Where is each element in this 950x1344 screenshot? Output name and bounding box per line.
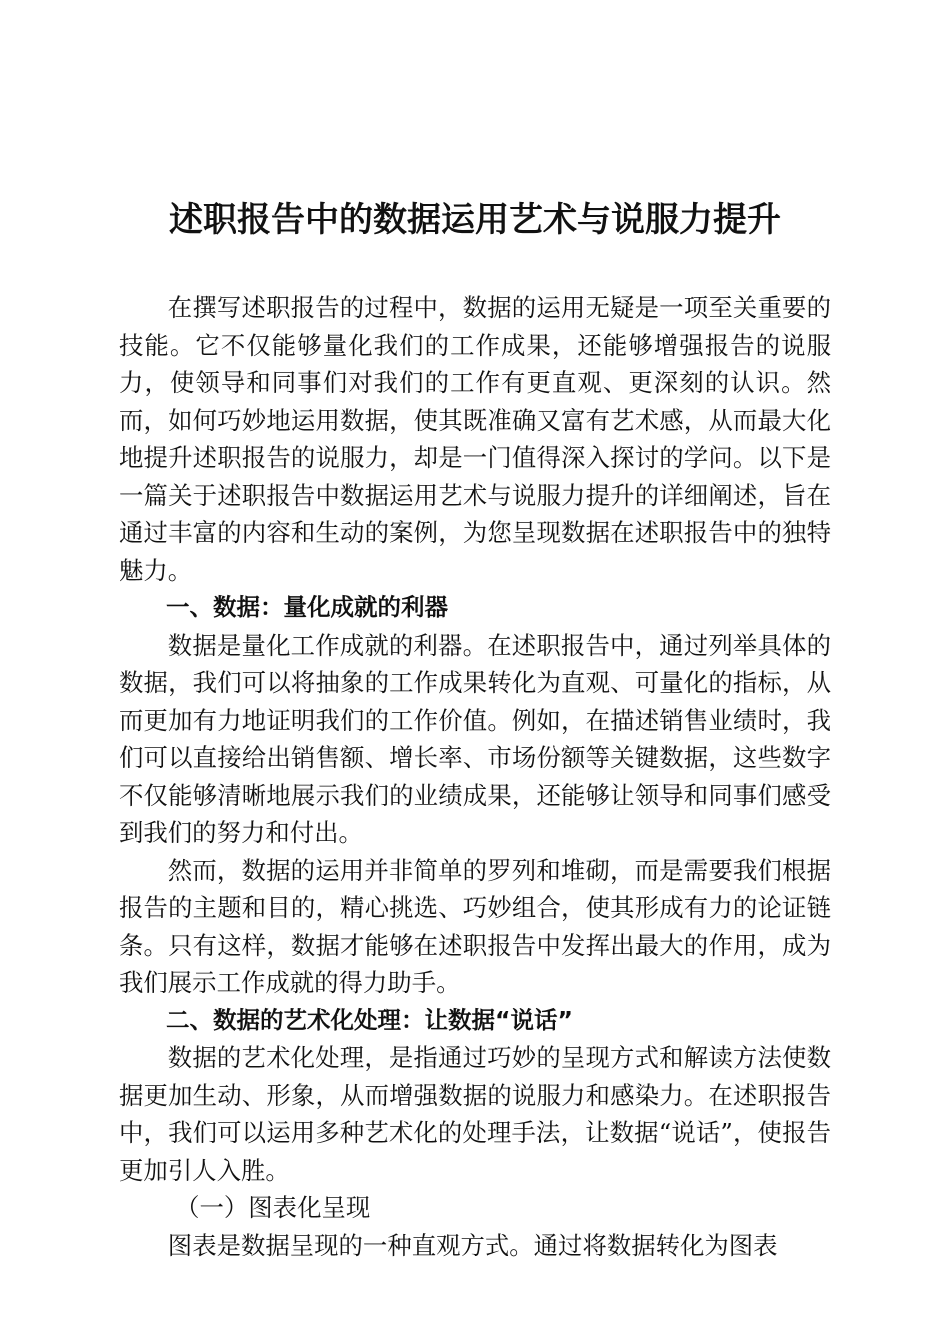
section-1-paragraph-2: 然而，数据的运用并非简单的罗列和堆砌，而是需要我们根据报告的主题和目的，精心挑选、巧妙组合，使其形成有力的论证链条。只有这样，数据才能够在述职报告中发挥出最大的作用，成为我们展示工作成就的得力助手。 [119, 855, 831, 997]
section-heading-2: 二、数据的艺术化处理：让数据“说话” [166, 1005, 573, 1034]
document-body [119, 289, 831, 1264]
subsection-1-paragraph-1: 图表是数据呈现的一种直观方式。通过将数据转化为图表 [167, 1230, 778, 1260]
section-1-paragraph-1: 数据是量化工作成就的利器。在述职报告中，通过列举具体的数据，我们可以将抽象的工作成果转化为直观、可量化的指标，从而更加有力地证明我们的工作价值。例如，在描述销售业绩时，我们可以直接给出销售额、增长率、市场份额等关键数据，这些数字不仅能够清晰地展示我们的业绩成果，还能够让领导和同事们感受到我们的努力和付出。 [119, 630, 831, 847]
section-2-paragraph-1: 数据的艺术化处理，是指通过巧妙的呈现方式和解读方法使数据更加生动、形象，从而增强数据的说服力和感染力。在述职报告中，我们可以运用多种艺术化的处理手法，让数据“说话”，使报告更加引人入胜。 [119, 1043, 831, 1185]
document-title: 述职报告中的数据运用艺术与说服力提升 [169, 200, 781, 240]
section-heading-1: 一、数据：量化成就的利器 [166, 593, 448, 621]
subsection-heading-1: （一）图表化呈现 [175, 1193, 371, 1222]
intro-paragraph: 在撰写述职报告的过程中，数据的运用无疑是一项至关重要的技能。它不仅能够量化我们的工作成果，还能够增强报告的说服力，使领导和同事们对我们的工作有更直观、更深刻的认识。然而，如何巧妙地运用数据，使其既准确又富有艺术感，从而最大化地提升述职报告的说服力，却是一门值得深入探讨的学问。以下是一篇关于述职报告中数据运用艺术与说服力提升的详细阐述，旨在通过丰富的内容和生动的案例，为您呈现数据在述职报告中的独特魅力。 [119, 293, 831, 585]
